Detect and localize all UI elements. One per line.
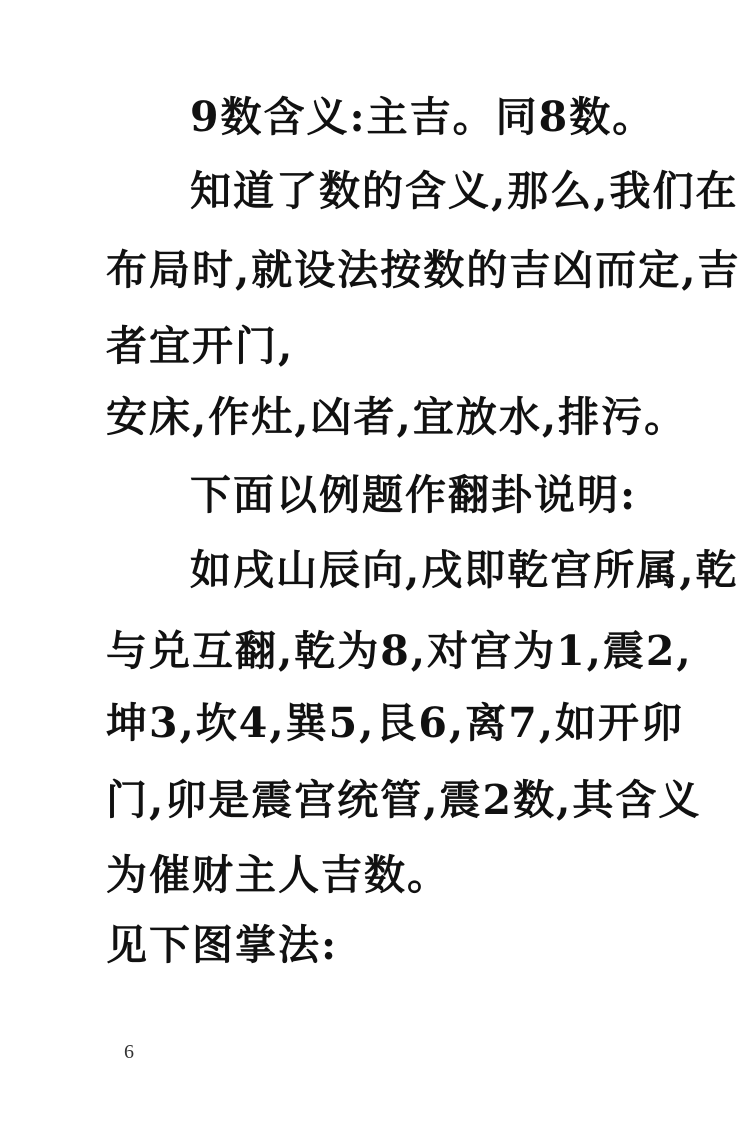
text-line-5: 安床,作灶,凶者,宜放水,排污。 — [106, 393, 688, 441]
text-line-6: 下面以例题作翻卦说明: — [190, 471, 638, 519]
text-line-2: 知道了数的含义,那么,我们在 — [190, 167, 739, 215]
text-line-9: 坤3,坎4,巽5,艮6,离7,如开卯 — [106, 699, 685, 747]
page-number: 6 — [124, 1041, 134, 1063]
text-line-12: 见下图掌法: — [106, 921, 339, 969]
text-line-11: 为催财主人吉数。 — [106, 851, 450, 899]
text-line-1: 9数含义:主吉。同8数。 — [190, 93, 656, 141]
text-line-8: 与兑互翻,乾为8,对宫为1,震2, — [106, 627, 693, 675]
text-line-7: 如戌山辰向,戌即乾宫所属,乾 — [190, 546, 739, 594]
text-line-3: 布局时,就设法按数的吉凶而定,吉 — [106, 246, 741, 294]
text-line-10: 门,卯是震宫统管,震2数,其含义 — [106, 776, 702, 824]
text-line-4: 者宜开门, — [106, 322, 295, 370]
